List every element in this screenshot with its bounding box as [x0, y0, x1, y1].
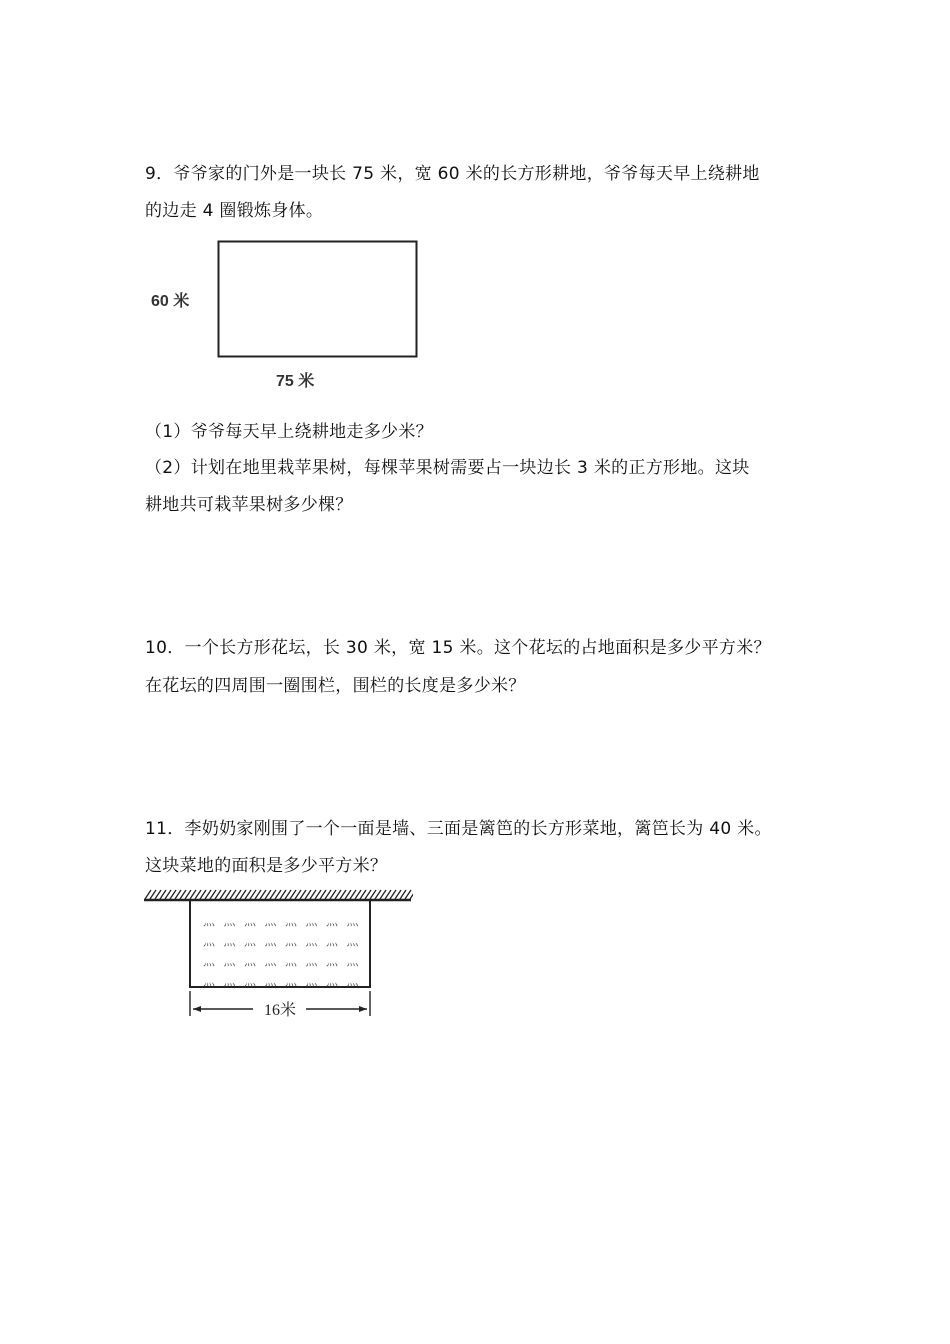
hatch-stroke [265, 890, 271, 899]
hatch-stroke [375, 890, 381, 899]
vegetable-plants [203, 914, 360, 988]
hatch-stroke [355, 890, 361, 899]
plant-mark: ⺣ [223, 974, 236, 988]
q9-sub-question-2-line2: 耕地共可栽苹果树多少棵？ [145, 495, 353, 515]
hatch-stroke [150, 890, 156, 899]
hatch-stroke [200, 890, 206, 899]
plant-mark: ⺣ [202, 974, 216, 988]
plant-mark: ⺣ [264, 974, 277, 988]
hatch-stroke [295, 890, 301, 899]
hatch-stroke [390, 890, 396, 899]
plant-mark: ⺣ [243, 934, 257, 948]
plant-mark: ⺣ [346, 954, 359, 968]
plant-mark: ⺣ [325, 954, 339, 968]
plant-mark: ⺣ [264, 914, 277, 928]
hatch-stroke [380, 890, 386, 899]
q9-field-rectangle [217, 240, 419, 359]
hatch-stroke [405, 890, 411, 899]
q9-length-label: 75 米 [276, 373, 315, 390]
plant-mark: ⺣ [223, 914, 236, 928]
q11-length-label: 16米 [263, 1002, 297, 1019]
hatch-stroke [235, 890, 241, 899]
hatch-stroke [280, 890, 286, 899]
plant-mark: ⺣ [243, 974, 257, 988]
hatch-stroke [270, 890, 276, 899]
plant-mark: ⺣ [202, 934, 216, 948]
plant-mark: ⺣ [284, 934, 298, 948]
hatch-stroke [225, 890, 231, 899]
q9-text-line1: 9．爷爷家的门外是一块长 75 米，宽 60 米的长方形耕地，爷爷每天早上绕耕地 [145, 164, 760, 184]
plant-mark: ⺣ [346, 934, 359, 948]
plant-mark: ⺣ [325, 914, 339, 928]
hatch-stroke [385, 890, 391, 899]
fence-outline [190, 900, 370, 987]
plant-mark: ⺣ [305, 954, 318, 968]
hatch-stroke [245, 890, 251, 899]
hatch-stroke [335, 890, 341, 899]
hatch-stroke [170, 890, 176, 899]
hatch-stroke [230, 890, 236, 899]
hatch-stroke [185, 890, 191, 899]
hatch-stroke [315, 890, 321, 899]
hatch-stroke [325, 890, 331, 899]
hatch-stroke [240, 890, 246, 899]
hatch-stroke [365, 890, 371, 899]
hatch-stroke [255, 890, 261, 899]
hatch-stroke [330, 890, 336, 899]
dimension-arrow-left [193, 1006, 201, 1012]
plant-mark: ⺣ [346, 974, 359, 988]
hatch-stroke [145, 890, 151, 899]
hatch-stroke [220, 890, 226, 899]
hatch-stroke [180, 890, 186, 899]
plant-mark: ⺣ [264, 954, 277, 968]
hatch-stroke [215, 890, 221, 899]
plant-mark: ⺣ [325, 934, 339, 948]
plant-mark: ⺣ [202, 914, 216, 928]
plant-mark: ⺣ [284, 914, 298, 928]
hatch-stroke [195, 890, 201, 899]
plant-mark: ⺣ [202, 954, 216, 968]
hatch-stroke [285, 890, 291, 899]
dimension-arrow-right [359, 1006, 367, 1012]
hatch-stroke [345, 890, 351, 899]
plant-mark: ⺣ [243, 954, 257, 968]
q11-text-line1: 11．李奶奶家刚围了一个一面是墙、三面是篱笆的长方形菜地，篱笆长为 40 米。 [145, 819, 772, 839]
hatch-stroke [205, 890, 211, 899]
hatch-stroke [395, 890, 401, 899]
q9-width-label: 60 米 [151, 293, 190, 310]
q9-text-line2: 的边走 4 圈锻炼身体。 [145, 201, 324, 221]
hatch-stroke [360, 890, 366, 899]
wall-hatching [145, 890, 413, 899]
hatch-stroke [290, 890, 296, 899]
hatch-stroke [260, 890, 266, 899]
hatch-stroke [340, 890, 346, 899]
hatch-stroke [305, 890, 311, 899]
plant-mark: ⺣ [284, 974, 298, 988]
plant-mark: ⺣ [305, 974, 318, 988]
q11-text-line2: 这块菜地的面积是多少平方米？ [145, 856, 388, 876]
plant-mark: ⺣ [305, 914, 318, 928]
hatch-stroke [155, 890, 161, 899]
q10-text-line1: 10．一个长方形花坛，长 30 米，宽 15 米。这个花坛的占地面积是多少平方米？ [145, 638, 771, 658]
plant-mark: ⺣ [284, 954, 298, 968]
hatch-stroke [250, 890, 256, 899]
hatch-stroke [350, 890, 356, 899]
plant-mark: ⺣ [346, 914, 359, 928]
hatch-stroke [160, 890, 166, 899]
hatch-stroke [165, 890, 171, 899]
plant-mark: ⺣ [223, 934, 236, 948]
q11-garden-diagram [143, 888, 413, 1020]
hatch-stroke [320, 890, 326, 899]
plant-mark: ⺣ [264, 934, 277, 948]
plant-mark: ⺣ [305, 934, 318, 948]
plant-mark: ⺣ [223, 954, 236, 968]
q10-text-line2: 在花坛的四周围一圈围栏，围栏的长度是多少米？ [145, 676, 526, 696]
hatch-stroke [210, 890, 216, 899]
hatch-stroke [275, 890, 281, 899]
plant-mark: ⺣ [325, 974, 339, 988]
hatch-stroke [300, 890, 306, 899]
hatch-stroke [400, 890, 406, 899]
hatch-stroke [175, 890, 181, 899]
q9-sub-question-2-line1: （2）计划在地里栽苹果树，每棵苹果树需要占一块边长 3 米的正方形地。这块 [145, 458, 750, 478]
q9-sub-question-1: （1）爷爷每天早上绕耕地走多少米？ [145, 422, 433, 442]
hatch-stroke [190, 890, 196, 899]
hatch-stroke [310, 890, 316, 899]
plant-mark: ⺣ [243, 914, 257, 928]
hatch-stroke [370, 890, 376, 899]
